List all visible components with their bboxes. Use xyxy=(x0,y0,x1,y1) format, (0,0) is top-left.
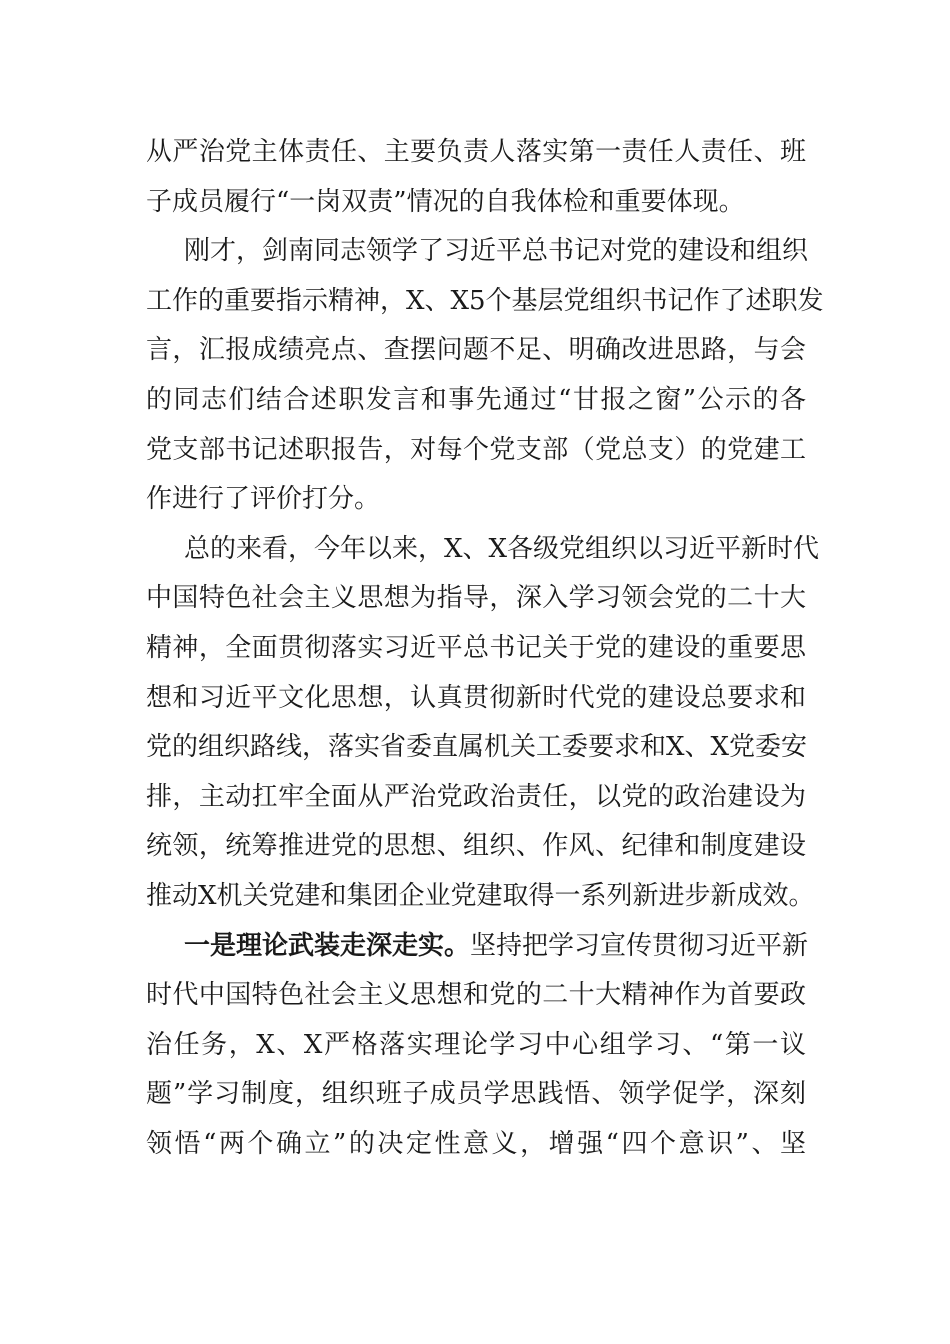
text-line: 推动X机关党建和集团企业党建取得一系列新进步新成效。 xyxy=(146,880,815,911)
text-line: 治任务，X、X严格落实理论学习中心组学习、“第一议 xyxy=(146,1029,806,1060)
text-line: 从严治党主体责任、主要负责人落实第一责任人责任、班 xyxy=(146,137,806,167)
text-line: 想和习近平文化思想，认真贯彻新时代党的建设总要求和 xyxy=(146,682,806,713)
section-heading: 一是理论武装走深走实。 xyxy=(184,930,471,961)
text-run: 坚持把学习宣传贯彻习近平新 xyxy=(470,930,809,961)
text-line: 作进行了评价打分。 xyxy=(146,484,381,515)
text-line: 总的来看，今年以来，X、X各级党组织以习近平新时代 xyxy=(184,533,820,564)
paragraph-4 xyxy=(146,922,809,1170)
text-line: 党的组织路线，落实省委直属机关工委要求和X、X党委安 xyxy=(146,732,808,763)
text-line: 党支部书记述职报告，对每个党支部（党总支）的党建工 xyxy=(146,434,806,465)
paragraph-1 xyxy=(146,128,806,227)
text-line: 时代中国特色社会主义思想和党的二十大精神作为首要政 xyxy=(146,980,806,1011)
text-line: 的同志们结合述职发言和事先通过“甘报之窗”公示的各 xyxy=(146,384,806,415)
paragraph-2 xyxy=(146,227,824,525)
text-line: 精神，全面贯彻落实习近平总书记关于党的建设的重要思 xyxy=(146,632,806,663)
text-line: 刚才，剑南同志领学了习近平总书记对党的建设和组织 xyxy=(184,236,809,267)
text-line: 言，汇报成绩亮点、查摆问题不足、明确改进思路，与会 xyxy=(146,335,806,366)
text-line: 工作的重要指示精神，X、X5个基层党组织书记作了述职发 xyxy=(146,285,824,316)
text-line: 题”学习制度，组织班子成员学思践悟、领学促学，深刻 xyxy=(146,1079,806,1110)
text-line: 统领，统筹推进党的思想、组织、作风、纪律和制度建设 xyxy=(146,831,806,862)
text-line: 排，主动扛牢全面从严治党政治责任，以党的政治建设为 xyxy=(146,781,806,812)
text-line xyxy=(146,922,809,972)
text-line: 领悟“两个确立”的决定性意义，增强“四个意识”、坚 xyxy=(146,1128,806,1159)
text-line: 子成员履行“一岗双责”情况的自我体检和重要体现。 xyxy=(146,186,745,217)
text-line: 中国特色社会主义思想为指导，深入学习领会党的二十大 xyxy=(146,583,806,614)
paragraph-3 xyxy=(146,525,820,922)
document-body xyxy=(146,128,824,1169)
